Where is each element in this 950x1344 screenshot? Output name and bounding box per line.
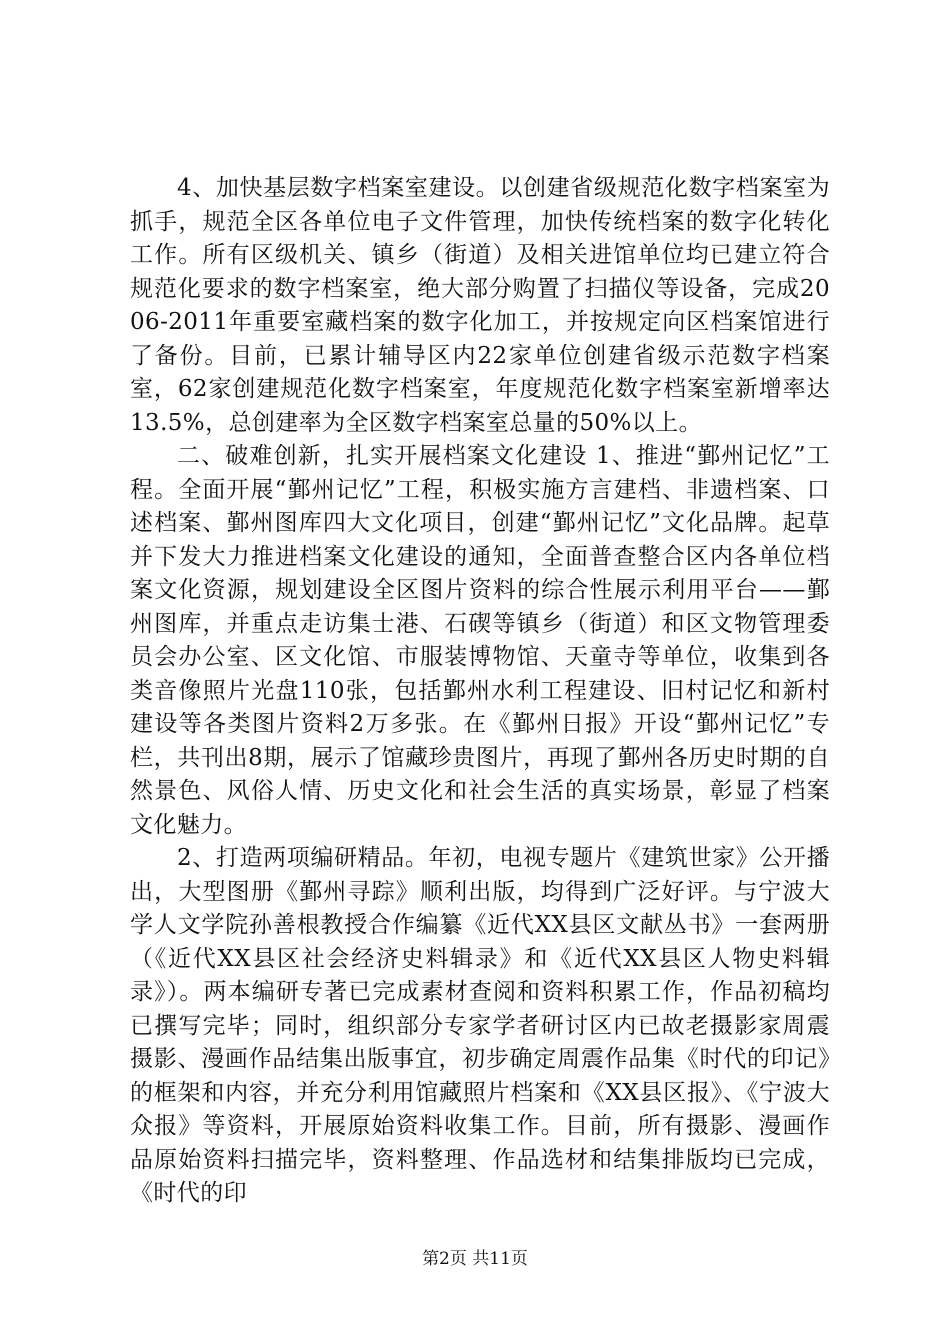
document-body xyxy=(130,172,830,1211)
page-number-footer: 第2页 共11页 xyxy=(422,1249,528,1269)
paragraph-digital-archive: 4、加快基层数字档案室建设。以创建省级规范化数字档案室为抓手，规范全区各单位电子文件管理，加快传统档案的数字化转化工作。所有区级机关、镇乡（街道）及相关进馆单位均已建立符合规范化要求的数字档案室，绝大部分购置了扫描仪等设备，完成2006-2011年重要室藏档案的数字化加工，并按规定向区档案馆进行了备份。目前，已累计辅导区内22家单位创建省级示范数字档案室，62家创建规范化数字档案室，年度规范化数字档案室新增率达13.5%，总创建率为全区数字档案室总量的50%以上。 xyxy=(130,175,830,436)
paragraph-archive-culture: 二、破难创新，扎实开展档案文化建设 1、推进“鄞州记忆”工程。全面开展“鄞州记忆”工程，积极实施方言建档、非遗档案、口述档案、鄞州图库四大文化项目，创建“鄞州记忆”文化品牌。起草并下发大力推进档案文化建设的通知，全面普查整合区内各单位档案文化资源，规划建设全区图片资料的综合性展示利用平台——鄞州图库，并重点走访集士港、石碶等镇乡（街道）和区文物管理委员会办公室、区文化馆、市服装博物馆、天童寺等单位，收集到各类音像照片光盘110张，包括鄞州水利工程建设、旧村记忆和新村建设等各类图片资料2万多张。在《鄞州日报》开设“鄞州记忆”专栏，共刊出8期，展示了馆藏珍贵图片，再现了鄞州各历史时期的自然景色、风俗人情、历史文化和社会生活的真实场景，彰显了档案文化魅力。 xyxy=(130,443,830,838)
paragraph-compilation-works: 2、打造两项编研精品。年初，电视专题片《建筑世家》公开播出，大型图册《鄞州寻踪》顺利出版，均得到广泛好评。与宁波大学人文学院孙善根教授合作编纂《近代XX县区文献丛书》一套两册（《近代XX县区社会经济史料辑录》和《近代XX县区人物史料辑录》）。两本编研专著已完成素材查阅和资料积累工作，作品初稿均已撰写完毕；同时，组织部分专家学者研讨区内已故老摄影家周震摄影、漫画作品结集出版事宜，初步确定周震作品集《时代的印记》的框架和内容，并充分利用馆藏照片档案和《XX县区报》、《宁波大众报》等资料，开展原始资料收集工作。目前，所有摄影、漫画作品原始资料扫描完毕，资料整理、作品选材和结集排版均已完成，《时代的印 xyxy=(130,845,830,1206)
